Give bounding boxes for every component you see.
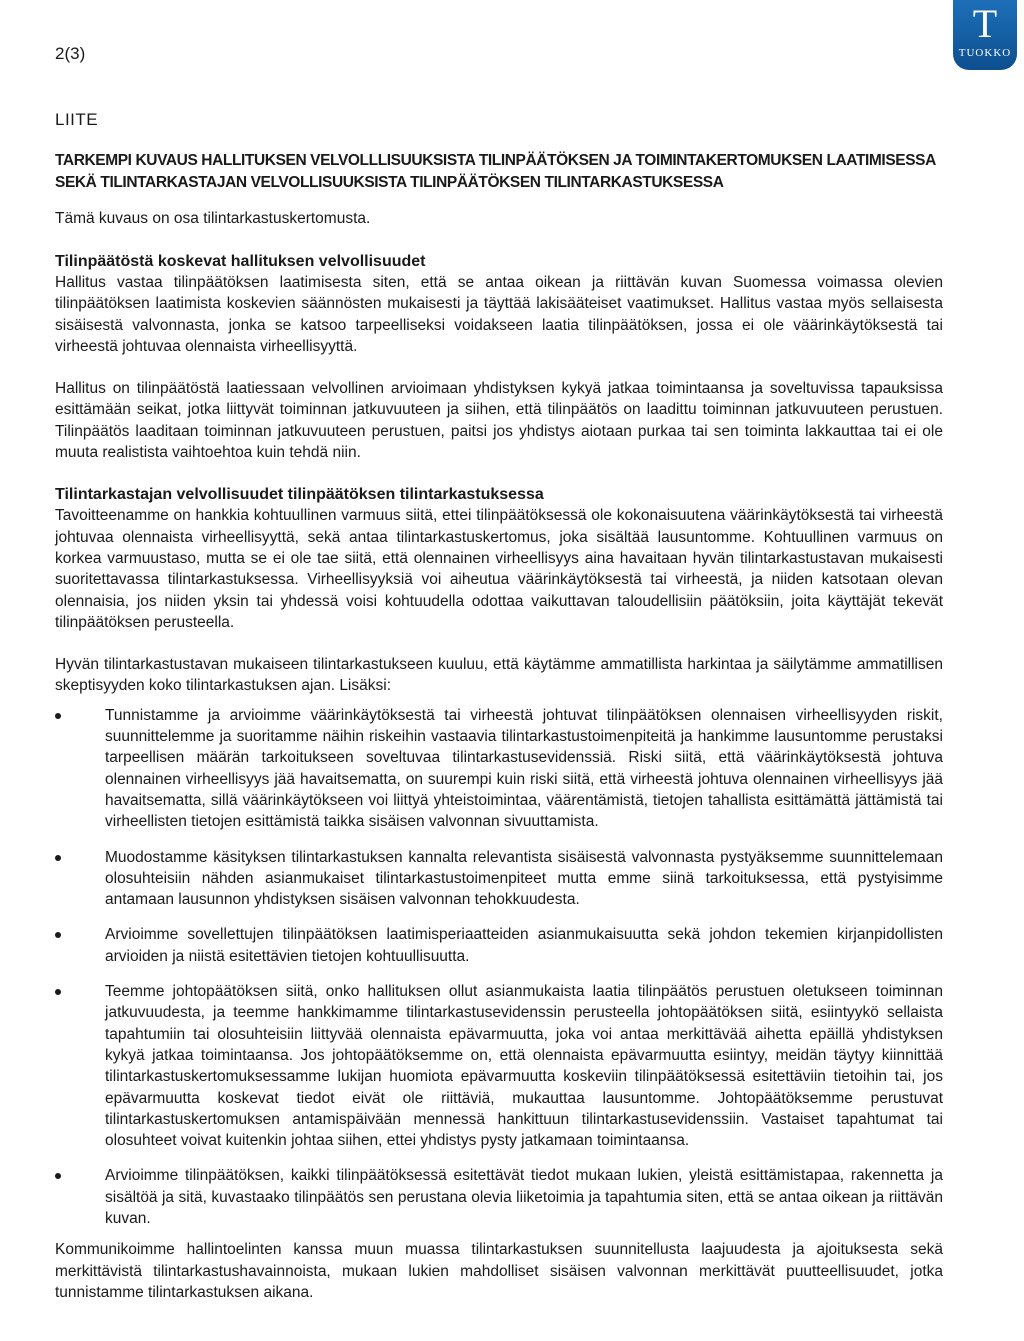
section-board-responsibilities <box>55 251 943 463</box>
closing-paragraph: Kommunikoimme hallintoelinten kanssa muun muassa tilintarkastuksen suunnitellusta laajuudesta ja ajoituksesta sekä merkittävistä tilintarkastushavainnoista, mukaan lukien mahdolliset sisäisen valvonnan merkittävät puutteellisuudet, jotka tunnistamme tilintarkastuksen aikana. <box>55 1241 943 1301</box>
bullet-icon <box>55 932 61 938</box>
document-body <box>55 110 943 1303</box>
tuokko-logo <box>953 0 1017 70</box>
bullet-icon <box>55 989 61 995</box>
paragraph: Hyvän tilintarkastustavan mukaiseen tilintarkastukseen kuuluu, että käytämme ammatillista harkintaa ja säilytämme ammatillisen skeptisyyden koko tilintarkastuksen ajan. Lisäksi: <box>55 656 943 695</box>
paragraph: Tavoitteenamme on hankkia kohtuullinen varmuus siitä, ettei tilinpäätöksessä ole kokonaisuutena väärinkäytöksestä tai virheestä johtuvaa olennaista virheellisyyttä, sekä antaa tilintarkastuskertomus, joka sisältää lausuntomme. Kohtuullinen varmuus on korkea varmuustaso, mutta se ei ole tae siitä, että olennainen virheellisyys aina havaitaan hyvän tilintarkastustavan mukaisesti suoritettavassa tilintarkastuksessa. Virheellisyyksiä voi aiheutua väärinkäytöksestä tai virheestä, ja niiden katsotaan olevan olennaisia, jos niiden yksin tai yhdessä voisi kohtuudella odottaa vaikuttavan taloudellisiin päätöksiin, joita käyttäjät tekevät tilinpäätöksen perusteella. <box>55 507 943 631</box>
list-item <box>55 705 943 833</box>
logo-letter: T <box>972 1 998 46</box>
intro-text: Tämä kuvaus on osa tilintarkastuskertomusta. <box>55 210 371 227</box>
title-line-2: SEKÄ TILINTARKASTAJAN VELVOLLISUUKSISTA TILINPÄÄTÖKSEN TILINTARKASTUKSESSA <box>55 174 724 191</box>
bullet-icon <box>55 855 61 861</box>
page-number: 2(3) <box>55 44 86 63</box>
list-item-text: Muodostamme käsityksen tilintarkastuksen kannalta relevantista sisäisestä valvonnasta pystyäksemme suunnittelemaan olosuhteisiin nähden asianmukaiset tilintarkastustoimenpiteet mutta emme siinä tarkoituksessa, että pystyisimme antamaan lausunnon yhdistyksen sisäisen valvonnan tehokkuudesta. <box>105 848 943 909</box>
bullet-icon <box>55 1173 61 1179</box>
document-title <box>55 150 943 194</box>
bullet-list <box>55 705 943 1230</box>
paragraph: Hallitus on tilinpäätöstä laatiessaan velvollinen arvioimaan yhdistyksen kykyä jatkaa toimintaansa ja soveltuvissa tapauksissa esittämään seikat, jotka liittyvät toiminnan jatkuvuuteen ja siihen, että tilinpäätös on laadittu toiminnan jatkuvuuteen perustuen. Tilinpäätös laaditaan toiminnan jatkuvuuteen perustuen, paitsi jos yhdistys aiotaan purkaa tai sen toiminta lakkauttaa tai ei ole muuta realistista vaihtoehtoa kuin tehdä niin. <box>55 380 943 462</box>
list-item-text: Arvioimme sovellettujen tilinpäätöksen laatimisperiaatteiden asianmukaisuutta sekä johdon tekemien kirjanpidollisten arvioiden ja niistä esitettävien tietojen kohtuullisuutta. <box>105 926 943 965</box>
list-item <box>55 847 943 911</box>
section-auditor-responsibilities <box>55 484 943 1303</box>
section-heading: Tilintarkastajan velvollisuudet tilinpäätöksen tilintarkastuksessa <box>55 486 544 504</box>
list-item-text: Tunnistamme ja arvioimme väärinkäytöksestä tai virheestä johtuvat tilinpäätöksen olennaisen virheellisyyden riskit, suunnittelemme ja suoritamme näihin riskeihin vastaavia tilintarkastustoimenpiteitä ja hankimme lausuntomme perustaksi tarpeellisen määrän tarkoitukseen soveltuvaa tilintarkastusevidenssiä. Riski siitä, että väärinkäytöksestä johtuva olennainen virheellisyys jää havaitsematta, on suurempi kuin riski siitä, että virheestä johtuva olennainen virheellisyys jää havaitsematta, sillä väärinkäytökseen voi liittyä yhteistoimintaa, väärentämistä, tietojen tahallista esittämättä jättämistä tai virheellisten tietojen esittämistä taikka sisäisen valvonnan sivuuttamista. <box>105 706 943 831</box>
bullet-icon <box>55 713 61 719</box>
list-item <box>55 981 943 1151</box>
title-line-1: TARKEMPI KUVAUS HALLITUKSEN VELVOLLLISUUKSISTA TILINPÄÄTÖKSEN JA TOIMINTAKERTOMUKSEN LAATIMISESSA <box>55 152 936 169</box>
attachment-label: LIITE <box>55 110 99 129</box>
paragraph: Hallitus vastaa tilinpäätöksen laatimisesta siten, että se antaa oikean ja riittävän kuvan Suomessa voimassa olevien tilinpäätöksen laatimista koskevien säännösten mukaisesti ja täyttää lakisääteiset vaatimukset. Hallitus vastaa myös sellaisesta sisäisestä valvonnasta, jonka se katsoo tarpeelliseksi voidakseen laatia tilinpäätöksen, jossa ei ole väärinkäytöksestä tai virheestä johtuvaa olennaista virheellisyyttä. <box>55 274 943 355</box>
list-item <box>55 1165 943 1229</box>
section-heading: Tilinpäätöstä koskevat hallituksen velvollisuudet <box>55 253 426 270</box>
logo-text: TUOKKO <box>958 47 1012 59</box>
list-item-text: Arvioimme tilinpäätöksen, kaikki tilinpäätöksessä esitettävät tiedot mukaan lukien, yleistä esittämistapaa, rakennetta ja sisältöä ja sitä, kuvastaako tilinpäätös sen perustana olevia liiketoimia ja tapahtumia siten, että se antaa oikean ja riittävän kuvan. <box>105 1167 943 1227</box>
list-item <box>55 924 943 967</box>
list-item-text: Teemme johtopäätöksen siitä, onko hallituksen ollut asianmukaista laatia tilinpäätös perustuen oletukseen toiminnan jatkuvuudesta, ja teemme hankkimamme tilintarkastusevidenssin perusteella johtopäätöksen siitä, esiintyykö sellaista tapahtumiin tai olosuhteisiin liittyvää olennaista epävarmuutta, joka voi antaa merkittävää aihetta epäillä yhdistyksen kykyä jatkaa toimintaansa. Jos johtopäätöksemme on, että olennaista epävarmuutta esiintyy, meidän täytyy kiinnittää tilintarkastuskertomuksessamme lukijan huomiota epävarmuutta koskeviin tilinpäätöksessä esitettäviin tietoihin tai, jos epävarmuutta koskevat tiedot eivät ole riittäviä, mukauttaa lausuntomme. Johtopäätöksemme perustuvat tilintarkastuskertomuksen antamispäivään mennessä hankittuun tilintarkastusevidenssiin. Vastaiset tapahtumat tai olosuhteet voivat kuitenkin johtaa siihen, ettei yhdistys pysty jatkamaan toimintaansa. <box>105 983 943 1150</box>
